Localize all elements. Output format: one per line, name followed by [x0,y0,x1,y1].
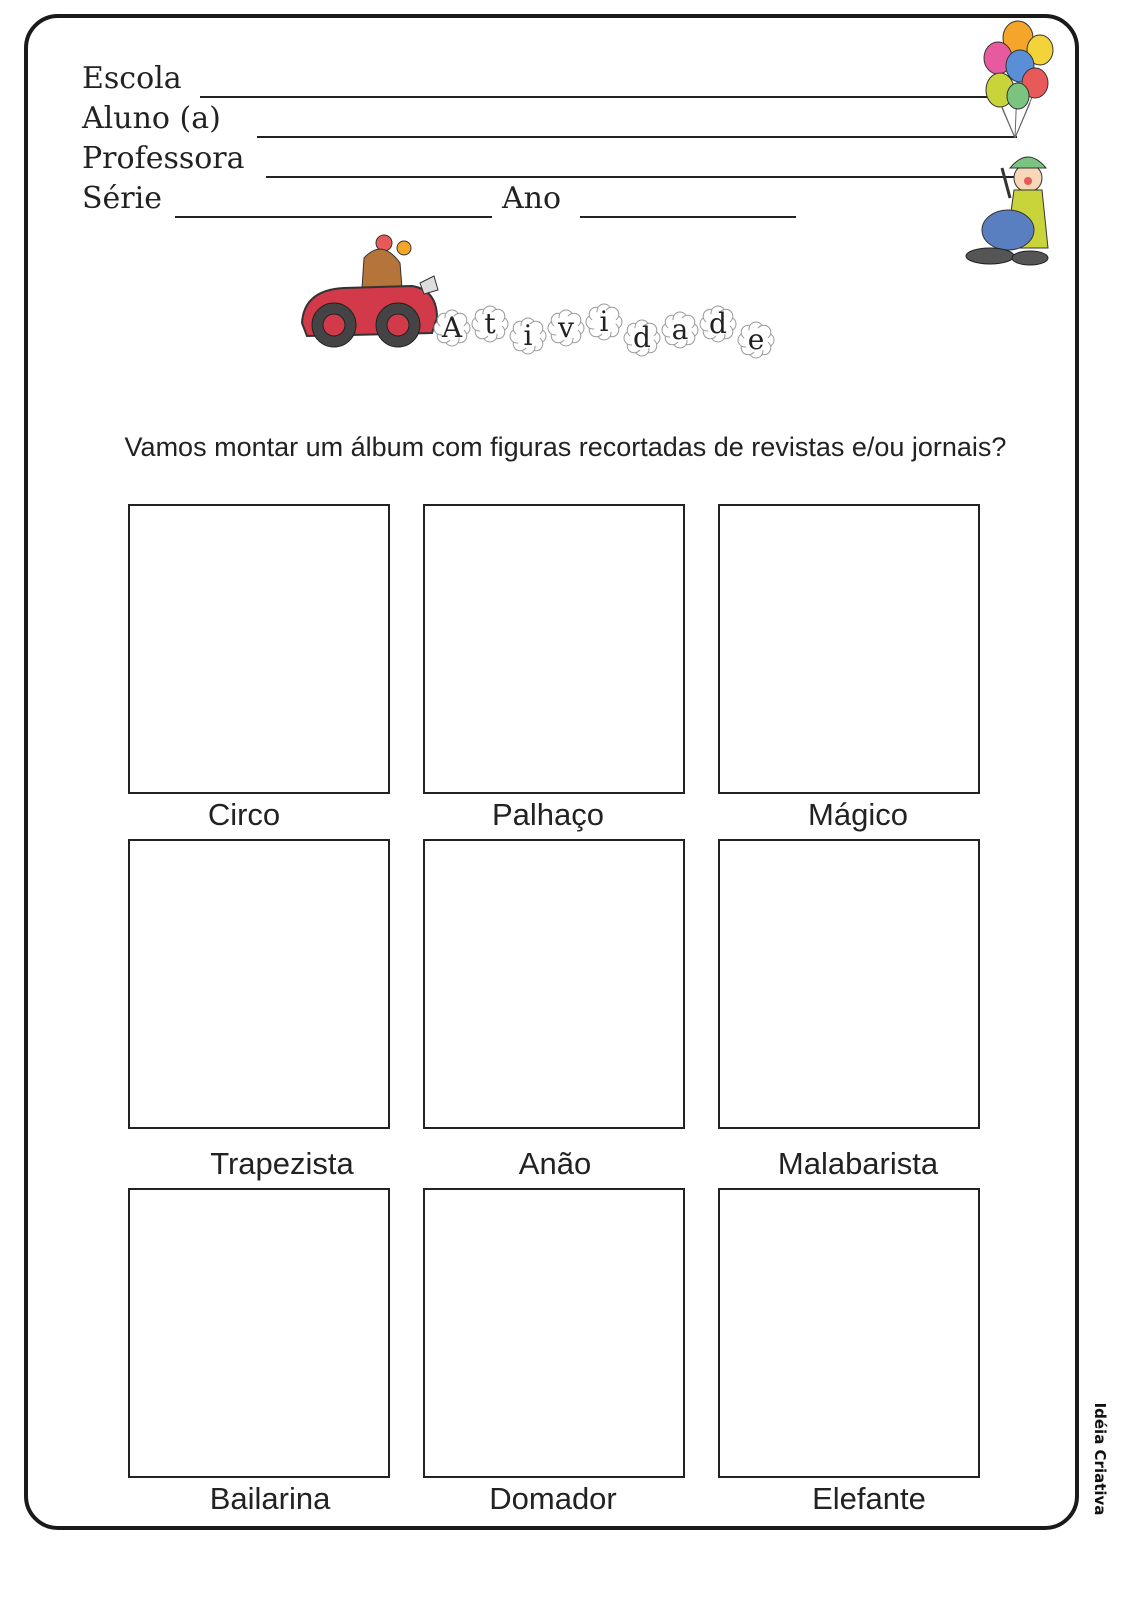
svg-text:i: i [599,305,609,338]
album-box-bailarina[interactable] [128,1188,390,1478]
title-letter [700,306,736,342]
svg-text:e: e [747,323,765,356]
atividade-title [430,298,780,368]
brand-text: Idéia Criativa [1091,1402,1109,1516]
caption-elefante: Elefante [812,1481,926,1516]
aluno-line[interactable] [257,136,1017,138]
svg-text:v: v [558,311,574,344]
title-letter [510,318,546,354]
svg-text:A: A [441,311,463,344]
caption-circo: Circo [207,797,281,832]
album-box-elefante[interactable] [718,1188,980,1478]
brand-logo [1080,1402,1120,1528]
svg-text:a: a [671,313,689,346]
red-car-illustration [292,228,442,353]
caption-trapezista: Trapezista [210,1146,354,1181]
escola-line[interactable] [200,96,1010,98]
professora-label: Professora [82,141,245,176]
title-letter [738,322,774,358]
escola-label: Escola [82,61,182,96]
ano-label: Ano [502,181,562,216]
title-letter [662,312,698,348]
title-letter [434,310,470,346]
svg-text:d: d [633,321,651,354]
album-box-magico[interactable] [718,504,980,794]
svg-text:d: d [709,307,727,340]
balloons-clown-illustration [940,18,1065,268]
serie-label: Série [82,181,162,216]
professora-line[interactable] [266,176,1014,178]
serie-line[interactable] [175,216,492,218]
caption-bailarina: Bailarina [209,1481,331,1516]
album-box-malabarista[interactable] [718,839,980,1129]
title-letter [472,306,508,342]
album-box-domador[interactable] [423,1188,685,1478]
instruction-text: Vamos montar um álbum com figuras recortadas de revistas e/ou jornais? [124,432,1007,462]
caption-malabarista: Malabarista [777,1146,939,1181]
aluno-label: Aluno (a) [82,101,221,136]
svg-text:i: i [523,319,533,352]
svg-text:t: t [484,307,496,340]
album-box-palhaco[interactable] [423,504,685,794]
title-letter [586,304,622,340]
caption-magico: Mágico [808,797,908,832]
album-box-trapezista[interactable] [128,839,390,1129]
caption-palhaco: Palhaço [491,797,605,832]
ano-line[interactable] [580,216,796,218]
album-box-anao[interactable] [423,839,685,1129]
title-letter [624,320,660,356]
caption-anao: Anão [518,1146,592,1181]
title-letter [548,310,584,346]
caption-domador: Domador [489,1481,617,1516]
album-box-circo[interactable] [128,504,390,794]
